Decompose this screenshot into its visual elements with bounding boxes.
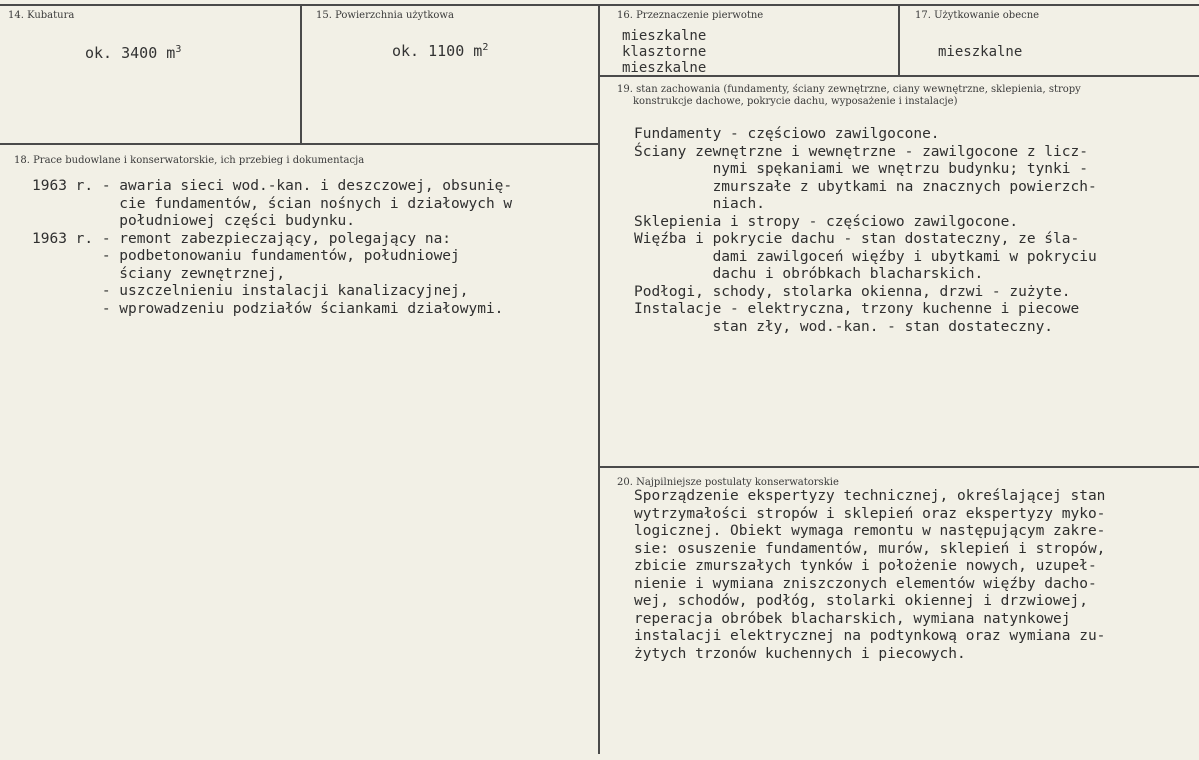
field-15-value-text: ok. 1100 m <box>392 42 483 60</box>
field-16-line-1: mieszkalne <box>622 28 707 44</box>
field-17-label: 17. Użytkowanie obecne <box>915 10 1040 21</box>
divider-row-19-20 <box>598 466 1199 468</box>
field-20-label: 20. Najpilniejsze postulaty konserwatorskie <box>617 477 839 488</box>
field-15-value <box>392 42 488 60</box>
field-15-label: 15. Powierzchnia użytkowa <box>316 10 454 21</box>
divider-row-14-18 <box>0 143 600 145</box>
field-14-label: 14. Kubatura <box>8 10 75 21</box>
field-19-label-line-2: konstrukcje dachowe, pokrycie dachu, wyposażenie i instalacje) <box>633 96 958 107</box>
field-14-value-text: ok. 3400 m <box>85 44 176 62</box>
field-15-unit-exponent: 2 <box>482 42 489 53</box>
field-14-unit-exponent: 3 <box>175 44 182 55</box>
field-16-line-2: klasztorne <box>622 44 707 60</box>
field-17-value: mieszkalne <box>938 44 1023 60</box>
divider-16-17 <box>898 4 900 76</box>
divider-14-15 <box>300 4 302 144</box>
field-16-label: 16. Przeznaczenie pierwotne <box>617 10 764 21</box>
field-19-label-line-1: 19. stan zachowania (fundamenty, ściany zewnętrzne, ciany wewnętrzne, sklepienia, stropy <box>617 84 1081 95</box>
center-divider <box>598 4 600 754</box>
field-16-line-3: mieszkalne <box>622 60 707 76</box>
field-14-value <box>85 44 181 62</box>
field-19-text: Fundamenty - częściowo zawilgocone. Ściany zewnętrzne i wewnętrzne - zawilgocone z licz- nymi spękaniami we wnętrzu budynku; tynki - zmurszałe z ubytkami na znacznych powierzch- niach. Sklepienia i stropy - częściowo zawilgocone. Więźba i pokrycie dachu - stan dostateczny, ze śla- dami zawilgoceń więźby i ubytkami w pokryciu dachu i obróbkach blacharskich. Podłogi, schody, stolarka okienna, drzwi - zużyte. Instalacje - elektryczna, trzony kuchenne i piecowe stan zły, wod.-kan. - stan dostateczny. <box>634 126 1097 335</box>
field-20-text: Sporządzenie ekspertyzy technicznej, określającej stan wytrzymałości stropów i sklepień oraz ekspertyzy myko- logicznej. Obiekt wymaga remontu w następującym zakre- sie: osuszenie fundamentów, murów, sklepień i stropów, zbicie zmurszałych tynków i położenie nowych, uzupeł- nienie i wymiana zniszczonych elementów więźby dacho- wej, schodów, podłóg, stolarki okiennej i drzwiowej, reperacja obróbek blacharskich, wymiana natynkowej instalacji elektrycznej na podtynkową oraz wymiana zu- żytych trzonów kuchennych i piecowych. <box>634 488 1106 662</box>
field-18-label: 18. Prace budowlane i konserwatorskie, ich przebieg i dokumentacja <box>14 155 365 166</box>
field-18-text: 1963 r. - awaria sieci wod.-kan. i deszczowej, obsunię- cie fundamentów, ścian nośnych i działowych w południowej części budynku. 1963 r. - remont zabezpieczający, polegający na: - podbetonowaniu fundamentów, południowej ściany zewnętrznej, - uszczelnieniu instalacji kanalizacyjnej, - wprowadzeniu podziałów ściankami działowymi. <box>32 178 513 317</box>
